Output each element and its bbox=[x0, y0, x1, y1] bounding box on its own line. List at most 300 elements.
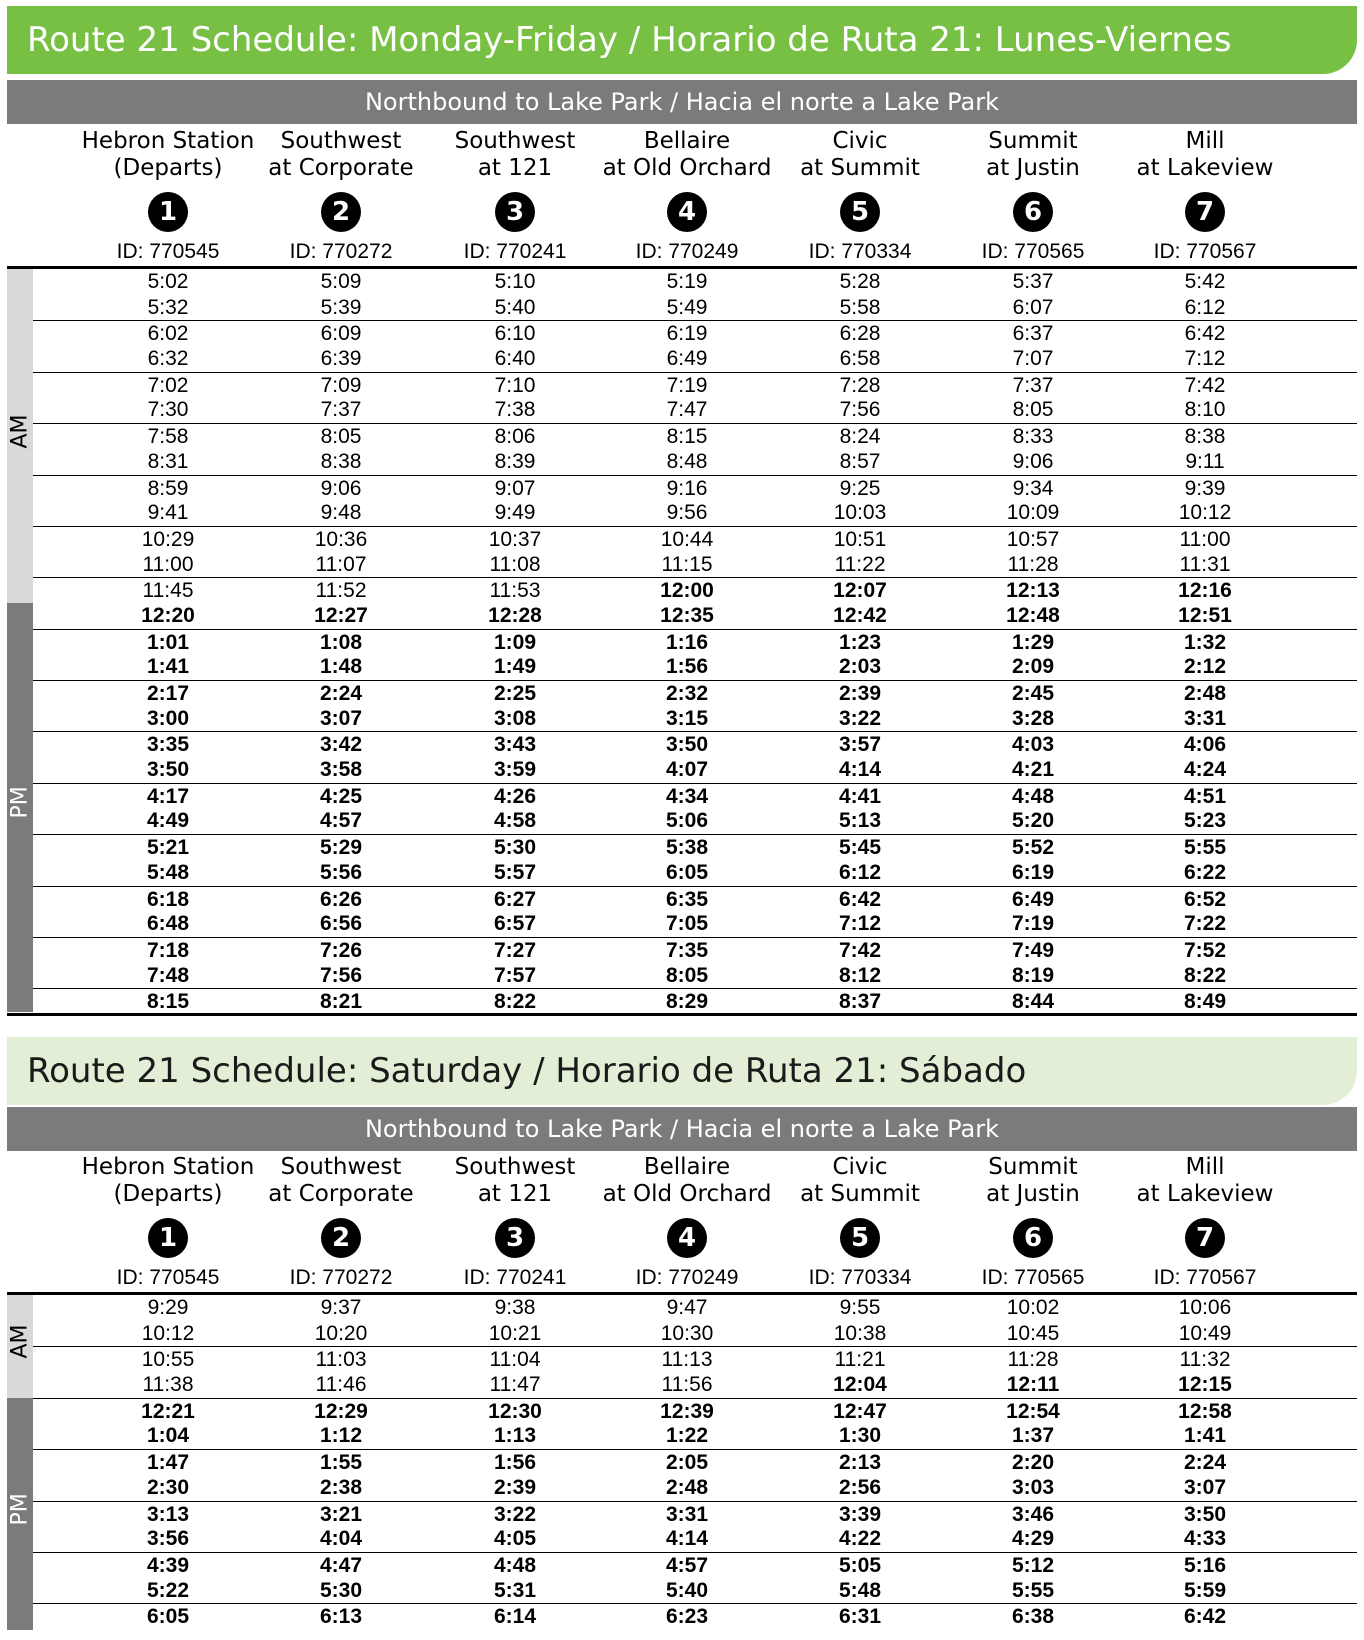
table-row bbox=[33, 834, 1357, 860]
time-cell: 12:58 bbox=[1178, 1399, 1232, 1423]
stop-name bbox=[1110, 128, 1300, 186]
time-cell: 1:32 bbox=[1183, 630, 1227, 654]
stop-number-badge: 3 bbox=[495, 192, 535, 232]
stop-header-5 bbox=[765, 128, 955, 264]
time-cell: 7:19 bbox=[1011, 912, 1055, 936]
time-cell: 9:34 bbox=[1012, 476, 1054, 500]
time-cell: 6:49 bbox=[666, 347, 708, 371]
time-cell: 7:05 bbox=[665, 912, 709, 936]
time-cell: 2:32 bbox=[665, 682, 709, 705]
time-cell: 4:03 bbox=[1011, 733, 1055, 757]
time-cell: 6:40 bbox=[494, 347, 536, 371]
stop-id: ID: 770567 bbox=[1153, 240, 1257, 263]
stop-name-line2: at Justin bbox=[986, 1181, 1080, 1207]
table-row bbox=[33, 449, 1357, 475]
time-cell: 6:39 bbox=[320, 347, 362, 371]
time-cell: 6:32 bbox=[147, 347, 189, 371]
time-cell: 1:30 bbox=[838, 1424, 882, 1448]
time-cell: 11:04 bbox=[489, 1348, 541, 1372]
time-cell: 8:21 bbox=[319, 990, 363, 1014]
time-cell: 9:49 bbox=[494, 501, 536, 525]
time-cell: 3:31 bbox=[1183, 706, 1227, 730]
time-cell: 7:47 bbox=[666, 398, 708, 422]
stop-name bbox=[420, 128, 610, 186]
time-cell: 4:39 bbox=[146, 1553, 190, 1577]
time-cell: 6:57 bbox=[493, 912, 537, 936]
time-cell: 12:13 bbox=[1006, 579, 1060, 603]
time-cell: 1:29 bbox=[1011, 630, 1055, 654]
time-cell: 5:37 bbox=[1012, 270, 1054, 293]
table-row bbox=[33, 963, 1357, 989]
time-cell: 7:56 bbox=[319, 963, 363, 987]
time-cell: 8:31 bbox=[147, 449, 189, 473]
table-row bbox=[33, 320, 1357, 346]
time-cell: 4:34 bbox=[665, 784, 709, 808]
time-cell: 8:12 bbox=[838, 963, 882, 987]
stop-id: ID: 770567 bbox=[1153, 1266, 1257, 1289]
stop-id: ID: 770565 bbox=[981, 1266, 1085, 1289]
table-row bbox=[33, 372, 1357, 398]
time-cell: 8:06 bbox=[494, 425, 536, 449]
stop-name bbox=[73, 1154, 263, 1212]
time-cell: 3:46 bbox=[1011, 1502, 1055, 1526]
time-cell: 3:42 bbox=[319, 733, 363, 757]
time-cell: 9:25 bbox=[839, 476, 881, 500]
time-cell: 12:51 bbox=[1178, 603, 1232, 627]
time-cell: 3:35 bbox=[146, 733, 190, 757]
table-row bbox=[33, 1449, 1357, 1475]
time-cell: 9:11 bbox=[1185, 449, 1225, 473]
time-cell: 6:56 bbox=[319, 912, 363, 936]
time-cell: 11:13 bbox=[661, 1348, 713, 1372]
stop-id: ID: 770334 bbox=[808, 240, 912, 263]
time-cell: 2:25 bbox=[493, 682, 537, 705]
weekday-bottom-rule bbox=[7, 1013, 1357, 1016]
time-cell: 3:50 bbox=[1183, 1502, 1227, 1526]
stop-id: ID: 770545 bbox=[116, 1266, 220, 1289]
stop-number-badge: 5 bbox=[840, 1218, 880, 1258]
table-row bbox=[33, 397, 1357, 423]
time-cell: 8:19 bbox=[1011, 963, 1055, 987]
time-cell: 5:20 bbox=[1011, 809, 1055, 833]
time-cell: 7:02 bbox=[147, 373, 189, 397]
stop-header-4 bbox=[592, 1154, 782, 1290]
weekday-times-table bbox=[33, 269, 1357, 1014]
time-cell: 10:51 bbox=[833, 527, 887, 551]
time-cell: 6:42 bbox=[838, 887, 882, 911]
time-cell: 2:38 bbox=[319, 1475, 363, 1499]
time-cell: 7:18 bbox=[146, 938, 190, 962]
time-cell: 2:39 bbox=[493, 1475, 537, 1499]
time-cell: 10:36 bbox=[314, 527, 368, 551]
time-cell: 5:10 bbox=[494, 270, 536, 293]
time-cell: 12:28 bbox=[488, 603, 542, 627]
time-cell: 6:22 bbox=[1183, 860, 1227, 884]
time-cell: 5:06 bbox=[665, 809, 709, 833]
time-cell: 6:49 bbox=[1011, 887, 1055, 911]
time-cell: 8:22 bbox=[1183, 963, 1227, 987]
time-cell: 1:22 bbox=[665, 1424, 709, 1448]
time-cell: 4:57 bbox=[665, 1553, 709, 1577]
stop-name-line2: at 121 bbox=[477, 1181, 553, 1207]
stop-name-line2: at Summit bbox=[800, 1181, 920, 1207]
time-cell: 6:14 bbox=[493, 1605, 537, 1629]
time-cell: 7:30 bbox=[147, 398, 189, 422]
time-cell: 1:12 bbox=[319, 1424, 363, 1448]
time-cell: 4:26 bbox=[493, 784, 537, 808]
saturday-direction: Northbound to Lake Park / Hacia el norte a Lake Park bbox=[7, 1107, 1357, 1151]
time-cell: 5:32 bbox=[147, 295, 189, 319]
time-cell: 5:12 bbox=[1011, 1553, 1055, 1577]
time-cell: 9:37 bbox=[320, 1296, 362, 1319]
time-cell: 11:47 bbox=[489, 1373, 541, 1397]
time-cell: 1:01 bbox=[146, 630, 190, 654]
time-cell: 12:48 bbox=[1006, 603, 1060, 627]
stop-name-line2: at Old Orchard bbox=[602, 155, 772, 181]
table-row bbox=[33, 1295, 1357, 1321]
time-cell: 1:47 bbox=[146, 1451, 190, 1475]
time-cell: 5:59 bbox=[1183, 1578, 1227, 1602]
time-cell: 4:05 bbox=[493, 1527, 537, 1551]
time-cell: 10:21 bbox=[488, 1321, 542, 1345]
time-cell: 5:21 bbox=[146, 836, 190, 860]
stop-name-line1: Southwest bbox=[280, 1154, 402, 1180]
time-cell: 5:55 bbox=[1011, 1578, 1055, 1602]
time-cell: 11:46 bbox=[315, 1373, 367, 1397]
time-cell: 12:39 bbox=[660, 1399, 714, 1423]
time-cell: 7:56 bbox=[839, 398, 881, 422]
time-cell: 7:42 bbox=[838, 938, 882, 962]
time-cell: 7:22 bbox=[1183, 912, 1227, 936]
time-cell: 5:05 bbox=[838, 1553, 882, 1577]
stop-name bbox=[246, 128, 436, 186]
time-cell: 7:12 bbox=[838, 912, 882, 936]
table-row bbox=[33, 1423, 1357, 1449]
table-row bbox=[33, 1603, 1357, 1629]
time-cell: 12:15 bbox=[1178, 1373, 1232, 1397]
stop-header-2 bbox=[246, 1154, 436, 1290]
stop-name-line2: at 121 bbox=[477, 155, 553, 181]
saturday-am-label: AM bbox=[7, 1324, 33, 1359]
time-cell: 6:02 bbox=[147, 322, 189, 346]
time-cell: 4:29 bbox=[1011, 1527, 1055, 1551]
time-cell: 3:28 bbox=[1011, 706, 1055, 730]
time-cell: 4:14 bbox=[838, 758, 882, 782]
stop-name-line1: Summit bbox=[988, 1154, 1078, 1180]
stop-name-line1: Bellaire bbox=[643, 1154, 731, 1180]
time-cell: 12:21 bbox=[141, 1399, 195, 1423]
weekday-pm-label: PM bbox=[7, 786, 33, 819]
time-cell: 1:41 bbox=[146, 655, 190, 679]
time-cell: 5:52 bbox=[1011, 836, 1055, 860]
time-cell: 6:58 bbox=[839, 347, 881, 371]
time-cell: 3:31 bbox=[665, 1502, 709, 1526]
time-cell: 8:37 bbox=[838, 990, 882, 1014]
time-cell: 9:47 bbox=[666, 1296, 708, 1319]
time-cell: 8:49 bbox=[1183, 990, 1227, 1014]
table-row bbox=[33, 757, 1357, 783]
time-cell: 6:05 bbox=[665, 860, 709, 884]
time-cell: 8:05 bbox=[320, 425, 362, 449]
time-cell: 12:35 bbox=[660, 603, 714, 627]
time-cell: 1:56 bbox=[493, 1451, 537, 1475]
time-cell: 7:38 bbox=[494, 398, 536, 422]
time-cell: 6:12 bbox=[1184, 295, 1226, 319]
time-cell: 3:57 bbox=[838, 733, 882, 757]
weekday-stop-headers bbox=[7, 128, 1357, 264]
time-cell: 8:33 bbox=[1012, 425, 1054, 449]
time-cell: 12:54 bbox=[1006, 1399, 1060, 1423]
stop-name-line2: (Departs) bbox=[113, 1181, 223, 1207]
time-cell: 9:06 bbox=[320, 476, 362, 500]
time-cell: 6:27 bbox=[493, 887, 537, 911]
time-cell: 3:43 bbox=[493, 733, 537, 757]
time-cell: 2:56 bbox=[838, 1475, 882, 1499]
time-cell: 6:38 bbox=[1011, 1605, 1055, 1629]
stop-header-6 bbox=[938, 1154, 1128, 1290]
time-cell: 6:05 bbox=[146, 1605, 190, 1629]
time-cell: 6:35 bbox=[665, 887, 709, 911]
time-cell: 8:44 bbox=[1011, 990, 1055, 1014]
saturday-stop-headers bbox=[7, 1154, 1357, 1290]
stop-id: ID: 770565 bbox=[981, 240, 1085, 263]
time-cell: 12:29 bbox=[314, 1399, 368, 1423]
time-cell: 5:02 bbox=[147, 270, 189, 293]
time-cell: 4:21 bbox=[1011, 758, 1055, 782]
time-cell: 5:42 bbox=[1184, 270, 1226, 293]
time-cell: 10:30 bbox=[660, 1321, 714, 1345]
time-cell: 1:55 bbox=[319, 1451, 363, 1475]
time-cell: 5:49 bbox=[666, 295, 708, 319]
stop-number-badge: 3 bbox=[495, 1218, 535, 1258]
table-row bbox=[33, 1578, 1357, 1604]
saturday-pm-label: PM bbox=[7, 1493, 33, 1526]
stop-name bbox=[73, 128, 263, 186]
time-cell: 3:22 bbox=[838, 706, 882, 730]
time-cell: 7:26 bbox=[319, 938, 363, 962]
time-cell: 3:15 bbox=[665, 706, 709, 730]
time-cell: 3:39 bbox=[838, 1502, 882, 1526]
table-row bbox=[33, 475, 1357, 501]
stop-number-badge: 4 bbox=[667, 192, 707, 232]
time-cell: 8:22 bbox=[493, 990, 537, 1014]
stop-name bbox=[420, 1154, 610, 1212]
stop-name-line2: (Departs) bbox=[113, 155, 223, 181]
time-cell: 7:57 bbox=[493, 963, 537, 987]
time-cell: 1:16 bbox=[665, 630, 709, 654]
time-cell: 1:41 bbox=[1183, 1424, 1227, 1448]
time-cell: 5:55 bbox=[1183, 836, 1227, 860]
time-cell: 1:37 bbox=[1011, 1424, 1055, 1448]
time-cell: 5:48 bbox=[838, 1578, 882, 1602]
stop-header-7 bbox=[1110, 1154, 1300, 1290]
time-cell: 9:38 bbox=[494, 1296, 536, 1319]
time-cell: 10:09 bbox=[1006, 501, 1060, 525]
time-cell: 5:56 bbox=[319, 860, 363, 884]
stop-number-badge: 1 bbox=[148, 1218, 188, 1258]
stop-name bbox=[592, 128, 782, 186]
time-cell: 9:55 bbox=[839, 1296, 881, 1319]
time-cell: 6:18 bbox=[146, 887, 190, 911]
time-cell: 9:16 bbox=[666, 476, 708, 500]
time-cell: 4:49 bbox=[146, 809, 190, 833]
time-cell: 4:48 bbox=[1011, 784, 1055, 808]
time-cell: 1:13 bbox=[493, 1424, 537, 1448]
time-cell: 5:58 bbox=[839, 295, 881, 319]
table-row bbox=[33, 731, 1357, 757]
weekday-title: Route 21 Schedule: Monday-Friday / Horario de Ruta 21: Lunes-Viernes bbox=[7, 6, 1357, 74]
time-cell: 5:09 bbox=[320, 270, 362, 293]
table-row bbox=[33, 808, 1357, 834]
time-cell: 11:28 bbox=[1007, 1348, 1059, 1372]
stop-name-line2: at Lakeview bbox=[1136, 155, 1274, 181]
time-cell: 6:19 bbox=[666, 322, 708, 346]
stop-id: ID: 770241 bbox=[463, 240, 567, 263]
weekday-schedule bbox=[7, 0, 1357, 1020]
stop-id: ID: 770272 bbox=[289, 240, 393, 263]
time-cell: 10:03 bbox=[833, 501, 887, 525]
stop-id: ID: 770249 bbox=[635, 240, 739, 263]
weekday-direction: Northbound to Lake Park / Hacia el norte a Lake Park bbox=[7, 80, 1357, 124]
time-cell: 11:03 bbox=[315, 1348, 367, 1372]
stop-number-badge: 6 bbox=[1013, 192, 1053, 232]
time-cell: 12:42 bbox=[833, 603, 887, 627]
stop-number-badge: 7 bbox=[1185, 1218, 1225, 1258]
time-cell: 3:22 bbox=[493, 1502, 537, 1526]
stop-id: ID: 770249 bbox=[635, 1266, 739, 1289]
stop-header-2 bbox=[246, 128, 436, 264]
time-cell: 9:06 bbox=[1012, 449, 1054, 473]
stop-header-3 bbox=[420, 128, 610, 264]
time-cell: 6:19 bbox=[1011, 860, 1055, 884]
stop-header-6 bbox=[938, 128, 1128, 264]
stop-name-line2: at Justin bbox=[986, 155, 1080, 181]
time-cell: 7:58 bbox=[147, 425, 189, 449]
time-cell: 3:58 bbox=[319, 758, 363, 782]
time-cell: 10:06 bbox=[1178, 1296, 1232, 1319]
time-cell: 4:17 bbox=[146, 784, 190, 808]
table-row bbox=[33, 1346, 1357, 1372]
time-cell: 8:24 bbox=[839, 425, 881, 449]
stop-name-line1: Bellaire bbox=[643, 128, 731, 154]
time-cell: 3:13 bbox=[146, 1502, 190, 1526]
time-cell: 10:12 bbox=[141, 1321, 195, 1345]
time-cell: 10:02 bbox=[1006, 1296, 1060, 1319]
stop-number-badge: 7 bbox=[1185, 192, 1225, 232]
table-row bbox=[33, 269, 1357, 295]
time-cell: 1:48 bbox=[319, 655, 363, 679]
time-cell: 6:52 bbox=[1183, 887, 1227, 911]
time-cell: 9:56 bbox=[666, 501, 708, 525]
table-row bbox=[33, 680, 1357, 706]
time-cell: 5:48 bbox=[146, 860, 190, 884]
time-cell: 2:13 bbox=[838, 1451, 882, 1475]
stop-id: ID: 770334 bbox=[808, 1266, 912, 1289]
stop-header-5 bbox=[765, 1154, 955, 1290]
table-row bbox=[33, 552, 1357, 578]
stop-name-line1: Hebron Station bbox=[81, 128, 255, 154]
time-cell: 4:41 bbox=[838, 784, 882, 808]
time-cell: 5:23 bbox=[1183, 809, 1227, 833]
time-cell: 11:00 bbox=[142, 552, 194, 576]
time-cell: 6:09 bbox=[320, 322, 362, 346]
time-cell: 3:07 bbox=[1183, 1475, 1227, 1499]
time-cell: 2:45 bbox=[1011, 682, 1055, 705]
time-cell: 9:29 bbox=[147, 1296, 189, 1319]
stop-header-3 bbox=[420, 1154, 610, 1290]
stop-name bbox=[938, 128, 1128, 186]
time-cell: 11:07 bbox=[315, 552, 367, 576]
time-cell: 8:05 bbox=[665, 963, 709, 987]
time-cell: 12:07 bbox=[833, 579, 887, 603]
time-cell: 2:48 bbox=[665, 1475, 709, 1499]
time-cell: 5:22 bbox=[146, 1578, 190, 1602]
stop-name bbox=[592, 1154, 782, 1212]
table-row bbox=[33, 937, 1357, 963]
time-cell: 12:27 bbox=[314, 603, 368, 627]
stop-name-line1: Southwest bbox=[454, 1154, 576, 1180]
table-row bbox=[33, 629, 1357, 655]
table-row bbox=[33, 1398, 1357, 1424]
stop-number-badge: 4 bbox=[667, 1218, 707, 1258]
time-cell: 8:15 bbox=[666, 425, 708, 449]
time-cell: 5:19 bbox=[666, 270, 708, 293]
stop-header-7 bbox=[1110, 128, 1300, 264]
time-cell: 11:56 bbox=[661, 1373, 713, 1397]
stop-name-line1: Civic bbox=[832, 1154, 888, 1180]
time-cell: 4:04 bbox=[319, 1527, 363, 1551]
time-cell: 6:07 bbox=[1012, 295, 1054, 319]
table-row bbox=[33, 911, 1357, 937]
time-cell: 3:00 bbox=[146, 706, 190, 730]
stop-name bbox=[938, 1154, 1128, 1212]
stop-number-badge: 1 bbox=[148, 192, 188, 232]
time-cell: 4:33 bbox=[1183, 1527, 1227, 1551]
time-cell: 5:13 bbox=[838, 809, 882, 833]
saturday-schedule bbox=[7, 1030, 1357, 1640]
time-cell: 8:05 bbox=[1012, 398, 1054, 422]
time-cell: 12:20 bbox=[141, 603, 195, 627]
time-cell: 7:42 bbox=[1184, 373, 1226, 397]
time-cell: 5:16 bbox=[1183, 1553, 1227, 1577]
time-cell: 3:21 bbox=[319, 1502, 363, 1526]
stop-header-1 bbox=[73, 1154, 263, 1290]
time-cell: 4:14 bbox=[665, 1527, 709, 1551]
time-cell: 11:53 bbox=[489, 579, 541, 603]
time-cell: 2:12 bbox=[1183, 655, 1227, 679]
time-cell: 2:24 bbox=[319, 682, 363, 705]
time-cell: 10:45 bbox=[1006, 1321, 1060, 1345]
table-row bbox=[33, 1475, 1357, 1501]
stop-number-badge: 6 bbox=[1013, 1218, 1053, 1258]
time-cell: 8:39 bbox=[494, 449, 536, 473]
time-cell: 11:38 bbox=[142, 1373, 194, 1397]
time-cell: 2:30 bbox=[146, 1475, 190, 1499]
time-cell: 3:50 bbox=[665, 733, 709, 757]
saturday-pm-band bbox=[7, 1398, 33, 1630]
stop-name-line2: at Corporate bbox=[268, 1181, 414, 1207]
time-cell: 8:10 bbox=[1184, 398, 1226, 422]
time-cell: 5:45 bbox=[838, 836, 882, 860]
table-row bbox=[33, 423, 1357, 449]
time-cell: 8:48 bbox=[666, 449, 708, 473]
time-cell: 6:42 bbox=[1184, 322, 1226, 346]
stop-id: ID: 770272 bbox=[289, 1266, 393, 1289]
stop-name-line2: at Lakeview bbox=[1136, 1181, 1274, 1207]
time-cell: 7:28 bbox=[839, 373, 881, 397]
time-cell: 6:23 bbox=[665, 1605, 709, 1629]
time-cell: 8:29 bbox=[665, 990, 709, 1014]
